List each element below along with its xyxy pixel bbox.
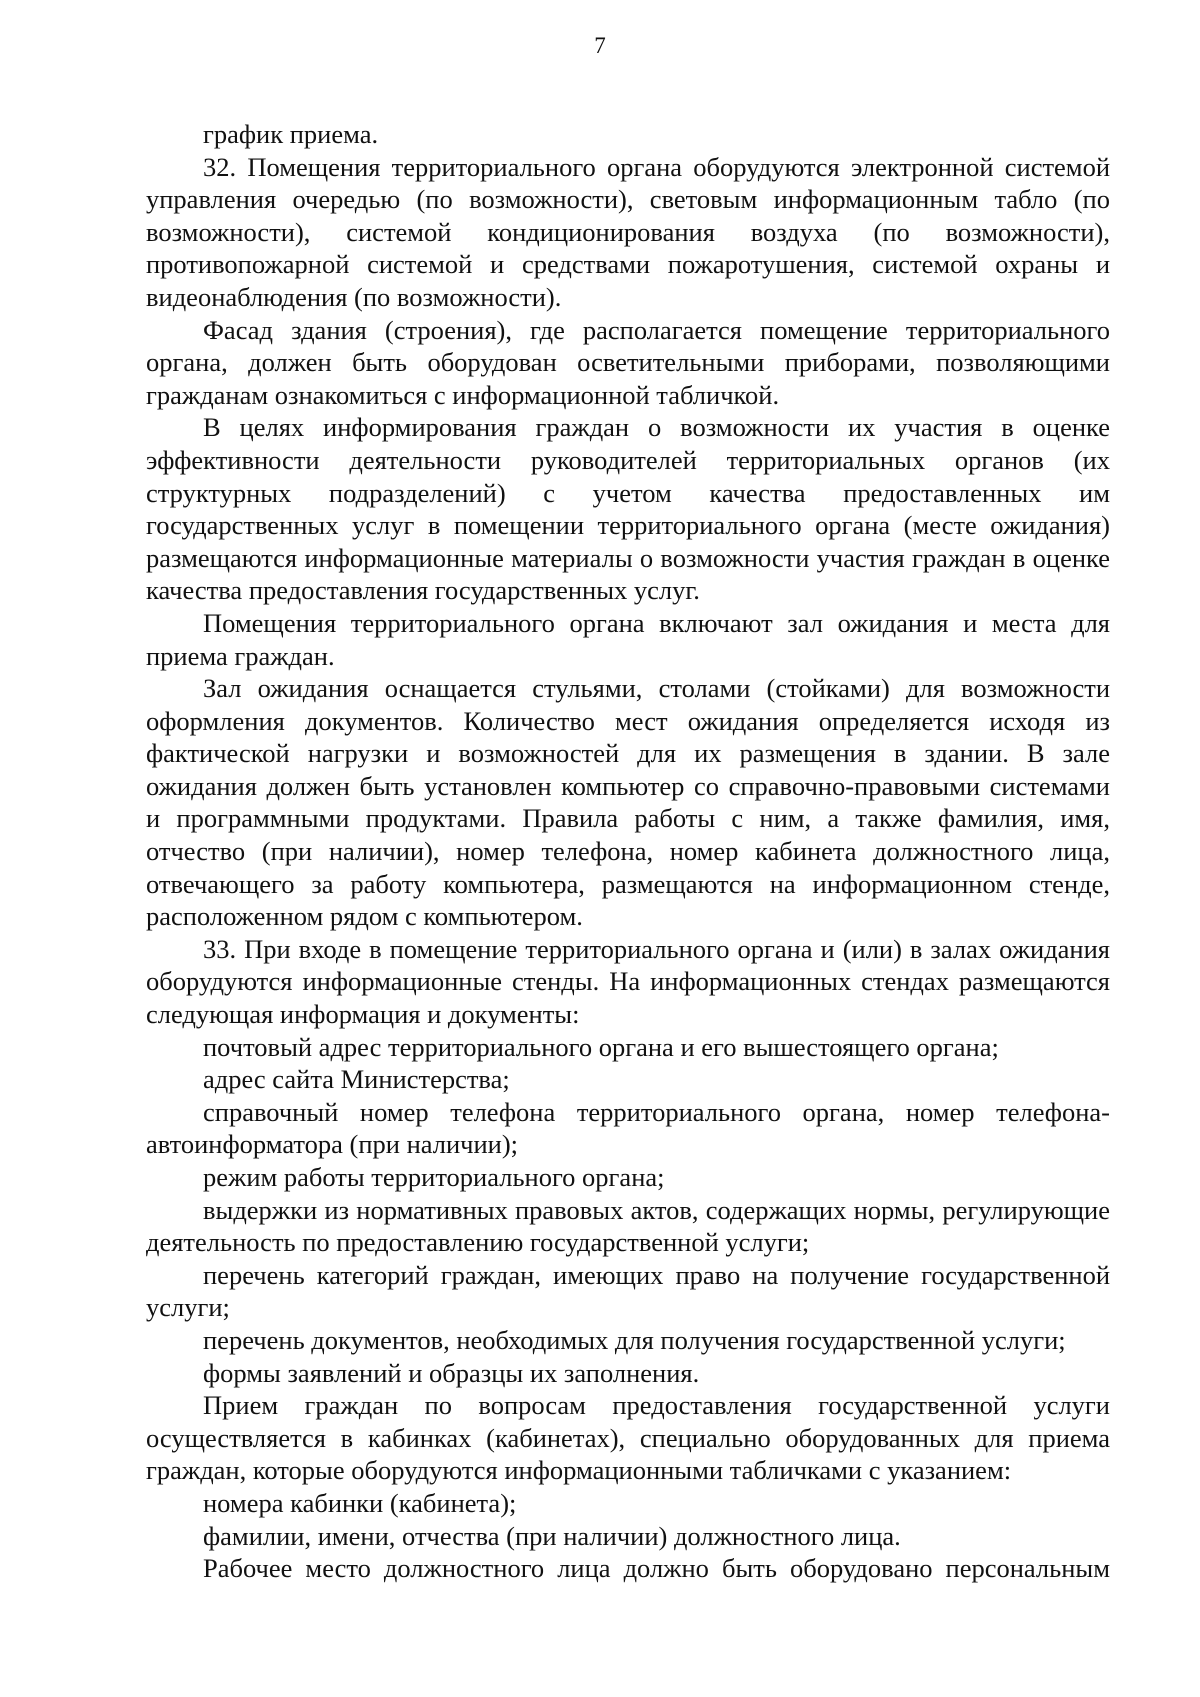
paragraph: Рабочее место должностного лица должно быть оборудовано персональным <box>203 1553 1110 1584</box>
paragraph: 32. Помещения территориального органа оборудуются электронной системой управления очередью (по возможности), световым информационным табло (по возможности), системой кондиционирования воздуха (по возможности), противопожарной системой и средствами пожаротушения, системой охраны и видеонаблюдения (по возможности). <box>146 151 1110 312</box>
list-item: почтовый адрес территориального органа и его вышестоящего органа; <box>203 1031 999 1062</box>
list-item: адрес сайта Министерства; <box>203 1064 510 1095</box>
list-item: номера кабинки (кабинета); <box>203 1487 517 1518</box>
document-body <box>146 118 1110 1585</box>
paragraph: график приема. <box>203 119 379 149</box>
paragraph: 33. При входе в помещение территориального органа и (или) в залах ожидания оборудуются информационные стенды. На информационных стендах размещаются следующая информация и документы: <box>146 933 1110 1030</box>
list-item: режим работы территориального органа; <box>203 1162 665 1192</box>
list-item: формы заявлений и образцы их заполнения. <box>203 1357 700 1388</box>
paragraph: В целях информирования граждан о возможности их участия в оценке эффективности деятельности руководителей территориальных органов (их структурных подразделений) с учетом качества предоставленных им государственных услуг в помещении территориального органа (месте ожидания) размещаются информационные материалы о возможности участия граждан в оценке качества предоставления государственных услуг. <box>146 412 1110 606</box>
paragraph: Зал ожидания оснащается стульями, столами (стойками) для возможности оформления документов. Количество мест ожидания определяется исходя из фактической нагрузки и возможностей для их размещения в здании. В зале ожидания должен быть установлен компьютер со справочно-правовыми системами и программными продуктами. Правила работы с ним, а также фамилия, имя, отчество (при наличии), номер телефона, номер кабинета должностного лица, отвечающего за работу компьютера, размещаются на информационном стенде, расположенном рядом с компьютером. <box>146 673 1110 932</box>
paragraph: Помещения территориального органа включают зал ожидания и места для приема граждан. <box>146 607 1110 671</box>
list-item: перечень категорий граждан, имеющих право на получение государственной услуги; <box>146 1259 1110 1323</box>
list-item: выдержки из нормативных правовых актов, содержащих нормы, регулирующие деятельность по предоставлению государственной услуги; <box>146 1194 1110 1258</box>
paragraph: Фасад здания (строения), где располагается помещение территориального органа, должен быть оборудован осветительными приборами, позволяющими гражданам ознакомиться с информационной табличкой. <box>146 314 1110 410</box>
page-number: 7 <box>594 33 606 58</box>
list-item: перечень документов, необходимых для получения государственной услуги; <box>203 1324 1066 1355</box>
paragraph: Прием граждан по вопросам предоставления государственной услуги осуществляется в кабинках (кабинетах), специально оборудованных для приема граждан, которые оборудуются информационными табличками с указанием: <box>146 1390 1110 1486</box>
list-item: фамилии, имени, отчества (при наличии) должностного лица. <box>203 1520 901 1551</box>
list-item: справочный номер телефона территориального органа, номер телефона-автоинформатора (при наличии); <box>146 1096 1110 1160</box>
